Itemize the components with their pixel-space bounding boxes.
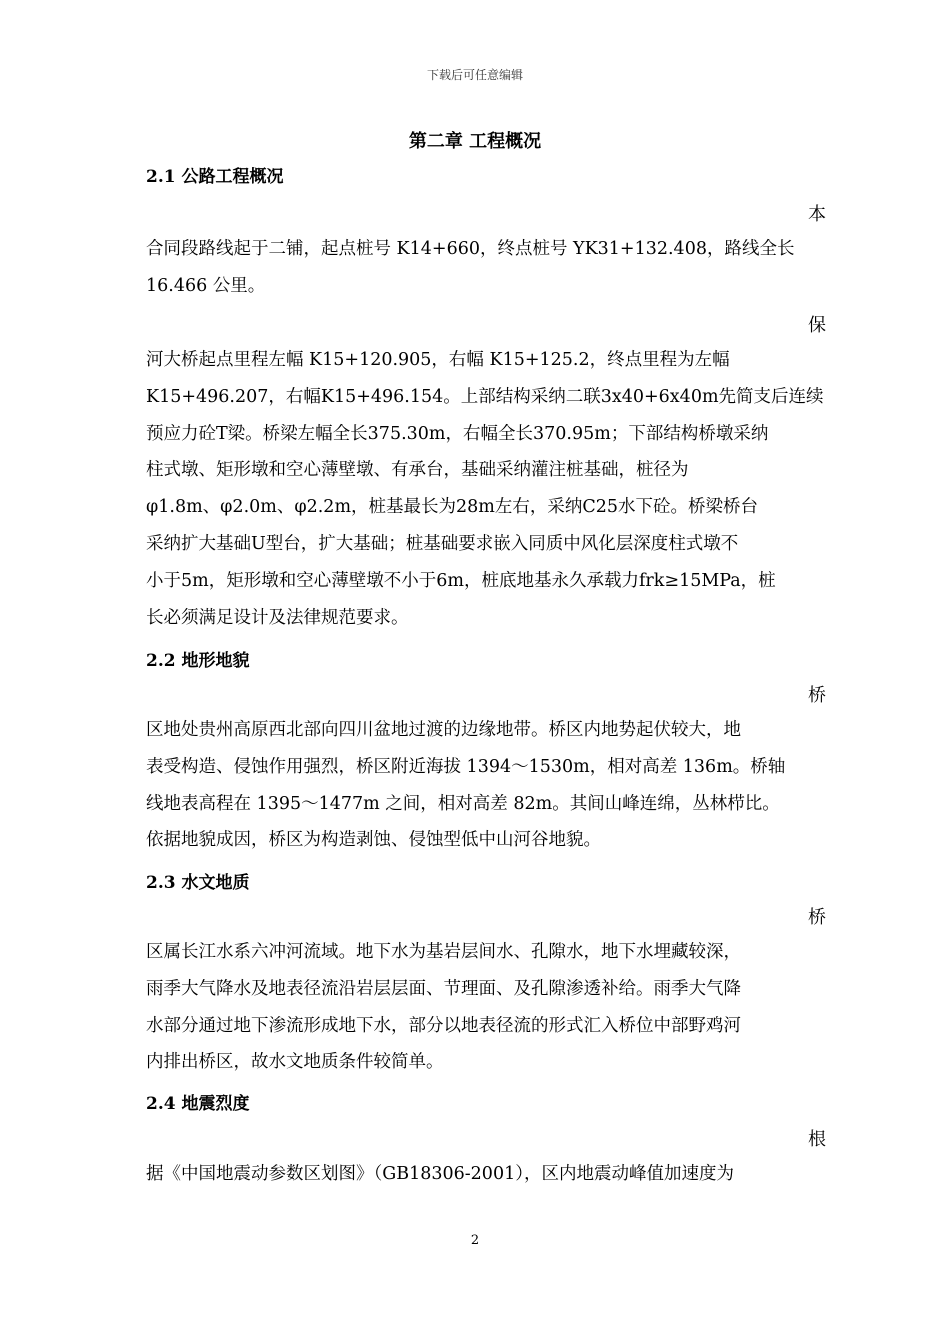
paragraph-2-2 [146,712,806,859]
text-line: 水部分通过地下渗流形成地下水，部分以地表径流的形式汇入桥位中部野鸡河 [146,1015,741,1036]
page-number: 2 [470,1233,480,1248]
section-heading-2-1: 2.1 公路工程概况 [146,167,284,187]
text-line: K15+496.207，右幅K15+496.154。上部结构采纳二联3x40+6x40m先简支后连续 [146,386,824,407]
paragraph-first-char: 桥 [808,685,826,706]
text-line: 柱式墩、矩形墩和空心薄壁墩、有承台，基础采纳灌注桩基础，桩径为 [146,460,689,481]
chapter-title: 第二章 工程概况 [408,131,542,152]
text-line: 区属长江水系六冲河流域。地下水为基岩层间水、孔隙水，地下水埋藏较深， [146,942,741,962]
text-line: 小于5m，矩形墩和空心薄壁墩不小于6m，桩底地基永久承载力frk≥15MPa，桩 [146,570,776,591]
section-heading-2-2: 2.2 地形地貌 [146,651,250,671]
section-heading-2-4: 2.4 地震烈度 [146,1094,250,1114]
text-line: 采纳扩大基础U型台，扩大基础；桩基础要求嵌入同质中风化层深度柱式墩不 [146,533,739,554]
text-line: 预应力砼T梁。桥梁左幅全长375.30m，右幅全长370.95m；下部结构桥墩采纳 [146,423,769,444]
text-line: 依据地貌成因，桥区为构造剥蚀、侵蚀型低中山河谷地貌。 [146,830,601,851]
text-line: 区地处贵州高原西北部向四川盆地过渡的边缘地带。桥区内地势起伏较大，地 [146,720,741,740]
text-line: 长必须满足设计及法律规范要求。 [146,607,409,628]
paragraph-2-4 [146,1156,806,1193]
text-line: 内排出桥区，故水文地质条件较简单。 [146,1052,444,1073]
paragraph-first-char: 桥 [808,907,826,928]
text-line: 16.466 公里。 [146,275,266,296]
text-line: 线地表高程在 1395～1477m 之间，相对高差 82m。其间山峰连绵，丛林栉比。 [146,793,780,814]
paragraph-first-char: 保 [808,315,826,336]
paragraph-2-1-a [146,231,806,305]
paragraph-2-1-b [146,342,824,636]
text-line: 合同段路线起于二铺，起点桩号 K14+660，终点桩号 YK31+132.408，路线全长 [146,239,795,259]
paragraph-2-3 [146,934,806,1081]
section-heading-2-3: 2.3 水文地质 [146,873,250,893]
text-line: 表受构造、侵蚀作用强烈，桥区附近海拔 1394～1530m，相对高差 136m。桥轴 [146,756,786,777]
paragraph-first-char: 根 [808,1129,826,1150]
text-line: 雨季大气降水及地表径流沿岩层层面、节理面、及孔隙渗透补给。雨季大气降 [146,978,741,999]
text-line: 据《中国地震动参数区划图》（GB18306-2001），区内地震动峰值加速度为 [146,1164,734,1184]
text-line: 河大桥起点里程左幅 K15+120.905，右幅 K15+125.2，终点里程为左幅 [146,350,730,370]
page-header: 下载后可任意编辑 [426,68,523,82]
text-line: φ1.8m、φ2.0m、φ2.2m，桩基最长为28m左右，采纳C25水下砼。桥梁桥台 [146,497,759,518]
paragraph-first-char: 本 [808,204,826,225]
